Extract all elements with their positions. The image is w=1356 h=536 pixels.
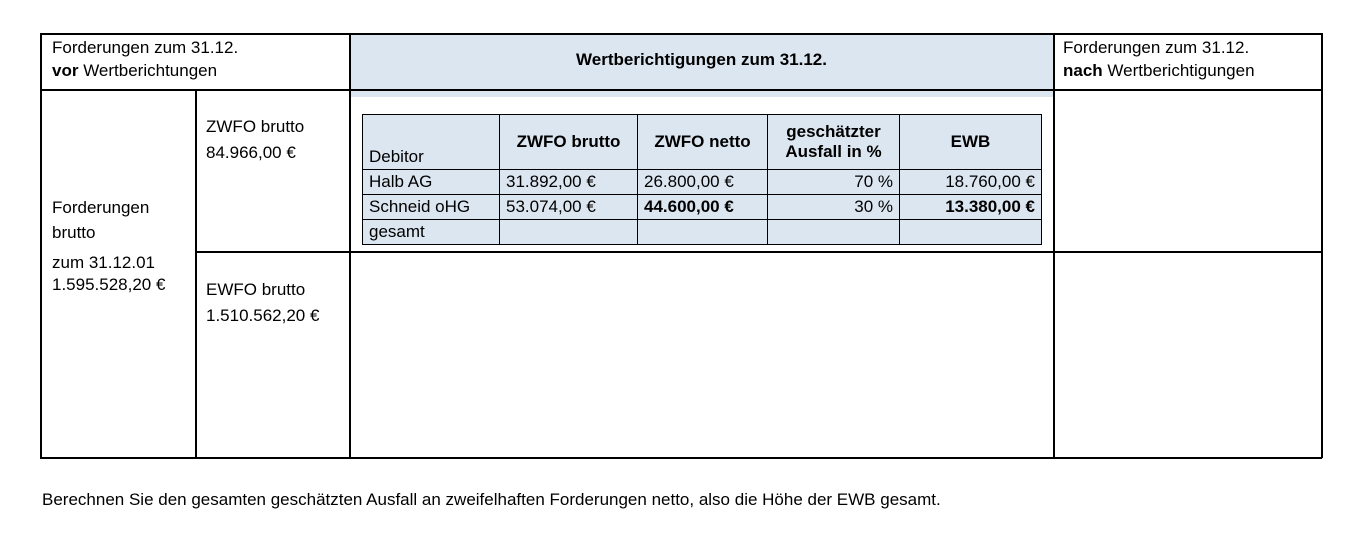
cell-netto — [638, 220, 768, 245]
cell-netto: 26.800,00 € — [638, 170, 768, 195]
header-right-line2 — [1063, 60, 1255, 82]
col-zwfo-brutto: ZWFO brutto — [500, 115, 638, 170]
col-zwfo-netto: ZWFO netto — [638, 115, 768, 170]
ewfo-label: EWFO brutto — [206, 280, 306, 299]
cell-debitor: gesamt — [363, 220, 500, 245]
ewfo-value: 1.510.562,20 € — [206, 306, 320, 325]
col-ewb: EWB — [900, 115, 1042, 170]
header-left-line1: Forderungen zum 31.12. — [52, 38, 239, 57]
table-row — [363, 170, 1042, 195]
cell-ausfall: 30 % — [768, 195, 900, 220]
header-left-rest: Wertberichtungen — [78, 61, 218, 80]
cell-ausfall — [768, 220, 900, 245]
header-right-rest: Wertberichtigungen — [1102, 61, 1255, 80]
header-right-bold: nach — [1063, 61, 1103, 80]
table-header-row — [363, 115, 1042, 170]
left-col-line3: zum 31.12.01 — [52, 253, 156, 272]
cell-netto: 44.600,00 € — [638, 195, 768, 220]
table-row — [363, 195, 1042, 220]
left-col-line1: Forderungen — [52, 198, 150, 217]
zwfo-value: 84.966,00 € — [206, 143, 296, 162]
header-middle-title: Wertberichtigungen zum 31.12. — [576, 50, 827, 69]
cell-ausfall: 70 % — [768, 170, 900, 195]
cell-brutto: 31.892,00 € — [500, 170, 638, 195]
cell-ewb: 18.760,00 € — [900, 170, 1042, 195]
cell-ewb — [900, 220, 1042, 245]
col-ausfall — [768, 115, 900, 170]
cell-brutto: 53.074,00 € — [500, 195, 638, 220]
col-debitor: Debitor — [363, 115, 500, 170]
wertberichtigung-table — [362, 114, 1042, 245]
col-ausfall-line2: Ausfall in % — [785, 142, 882, 161]
left-col-line4: 1.595.528,20 € — [52, 275, 166, 294]
header-right-line1: Forderungen zum 31.12. — [1063, 38, 1250, 57]
cell-brutto — [500, 220, 638, 245]
cell-ewb: 13.380,00 € — [900, 195, 1042, 220]
col-ausfall-line1: geschätzter — [786, 122, 881, 141]
header-left-line2 — [52, 60, 217, 82]
table-row-total — [363, 220, 1042, 245]
header-left-bold: vor — [52, 61, 79, 80]
left-col-line2: brutto — [52, 223, 96, 242]
cell-debitor: Halb AG — [363, 170, 500, 195]
task-question: Berechnen Sie den gesamten geschätzten Ausfall an zweifelhaften Forderungen netto, also die Höhe der EWB gesamt. — [42, 490, 941, 509]
zwfo-label: ZWFO brutto — [206, 117, 305, 136]
cell-debitor: Schneid oHG — [363, 195, 500, 220]
